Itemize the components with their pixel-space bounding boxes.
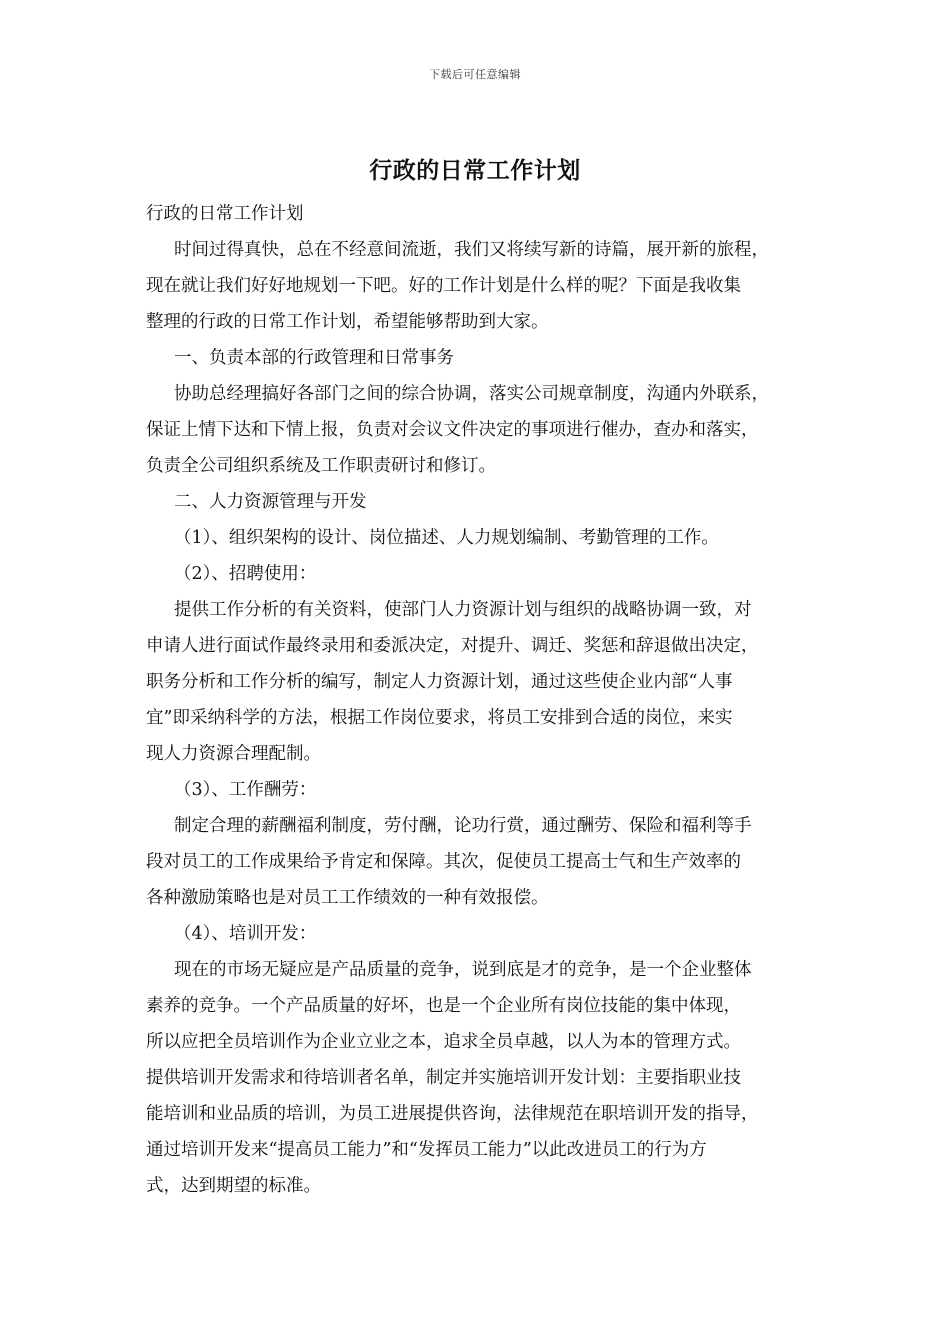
body-line: （2）、招聘使用： [174, 564, 317, 584]
body-line: （4）、培训开发： [174, 924, 317, 944]
body-line: 时间过得真快，总在不经意间流逝，我们又将续写新的诗篇，展开新的旅程， [174, 240, 769, 260]
body-line: 素养的竞争。一个产品质量的好坏，也是一个企业所有岗位技能的集中体现， [146, 996, 741, 1016]
document-body [146, 196, 820, 1204]
body-line: 职务分析和工作分析的编写，制定人力资源计划，通过这些使企业内部“人事 [146, 672, 733, 692]
body-line: 能培训和业品质的培训，为员工进展提供咨询，法律规范在职培训开发的指导， [146, 1104, 759, 1124]
body-line: 整理的行政的日常工作计划，希望能够帮助到大家。 [146, 312, 549, 332]
body-line: 各种激励策略也是对员工工作绩效的一种有效报偿。 [146, 888, 549, 908]
body-line: 二、人力资源管理与开发 [174, 492, 367, 512]
body-line: 负责全公司组织系统及工作职责研讨和修订。 [146, 456, 496, 476]
body-line: （1）、组织架构的设计、岗位描述、人力规划编制、考勤管理的工作。 [174, 528, 719, 548]
body-line: 申请人进行面试作最终录用和委派决定，对提升、调迁、奖惩和辞退做出决定， [146, 636, 759, 656]
body-line: （3）、工作酬劳： [174, 780, 317, 800]
body-line: 提供工作分析的有关资料，使部门人力资源计划与组织的战略协调一致，对 [174, 600, 752, 620]
body-line: 现在就让我们好好地规划一下吧。好的工作计划是什么样的呢？下面是我收集 [146, 276, 741, 296]
body-line: 所以应把全员培训作为企业立业之本，追求全员卓越，以人为本的管理方式。 [146, 1032, 741, 1052]
body-line: 提供培训开发需求和待培训者名单，制定并实施培训开发计划：主要指职业技 [146, 1068, 741, 1088]
body-line: 协助总经理搞好各部门之间的综合协调，落实公司规章制度，沟通内外联系， [174, 384, 769, 404]
body-line: 现人力资源合理配制。 [146, 744, 321, 764]
body-line: 行政的日常工作计划 [146, 204, 304, 224]
header-note: 下载后可任意编辑 [429, 68, 521, 81]
body-line: 一、负责本部的行政管理和日常事务 [174, 348, 454, 368]
body-line: 保证上情下达和下情上报，负责对会议文件决定的事项进行催办，查办和落实， [146, 420, 759, 440]
body-line: 现在的市场无疑应是产品质量的竞争，说到底是才的竞争，是一个企业整体 [174, 960, 752, 980]
body-line: 宜”即采纳科学的方法，根据工作岗位要求，将员工安排到合适的岗位，来实 [146, 708, 733, 728]
body-line: 段对员工的工作成果给予肯定和保障。其次，促使员工提高士气和生产效率的 [146, 852, 741, 872]
body-line: 制定合理的薪酬福利制度，劳付酬，论功行赏，通过酬劳、保险和福利等手 [174, 816, 752, 836]
body-line: 式，达到期望的标准。 [146, 1176, 321, 1196]
document-title: 行政的日常工作计划 [369, 157, 581, 184]
body-line: 通过培训开发来“提高员工能力”和“发挥员工能力”以此改进员工的行为方 [146, 1140, 707, 1160]
